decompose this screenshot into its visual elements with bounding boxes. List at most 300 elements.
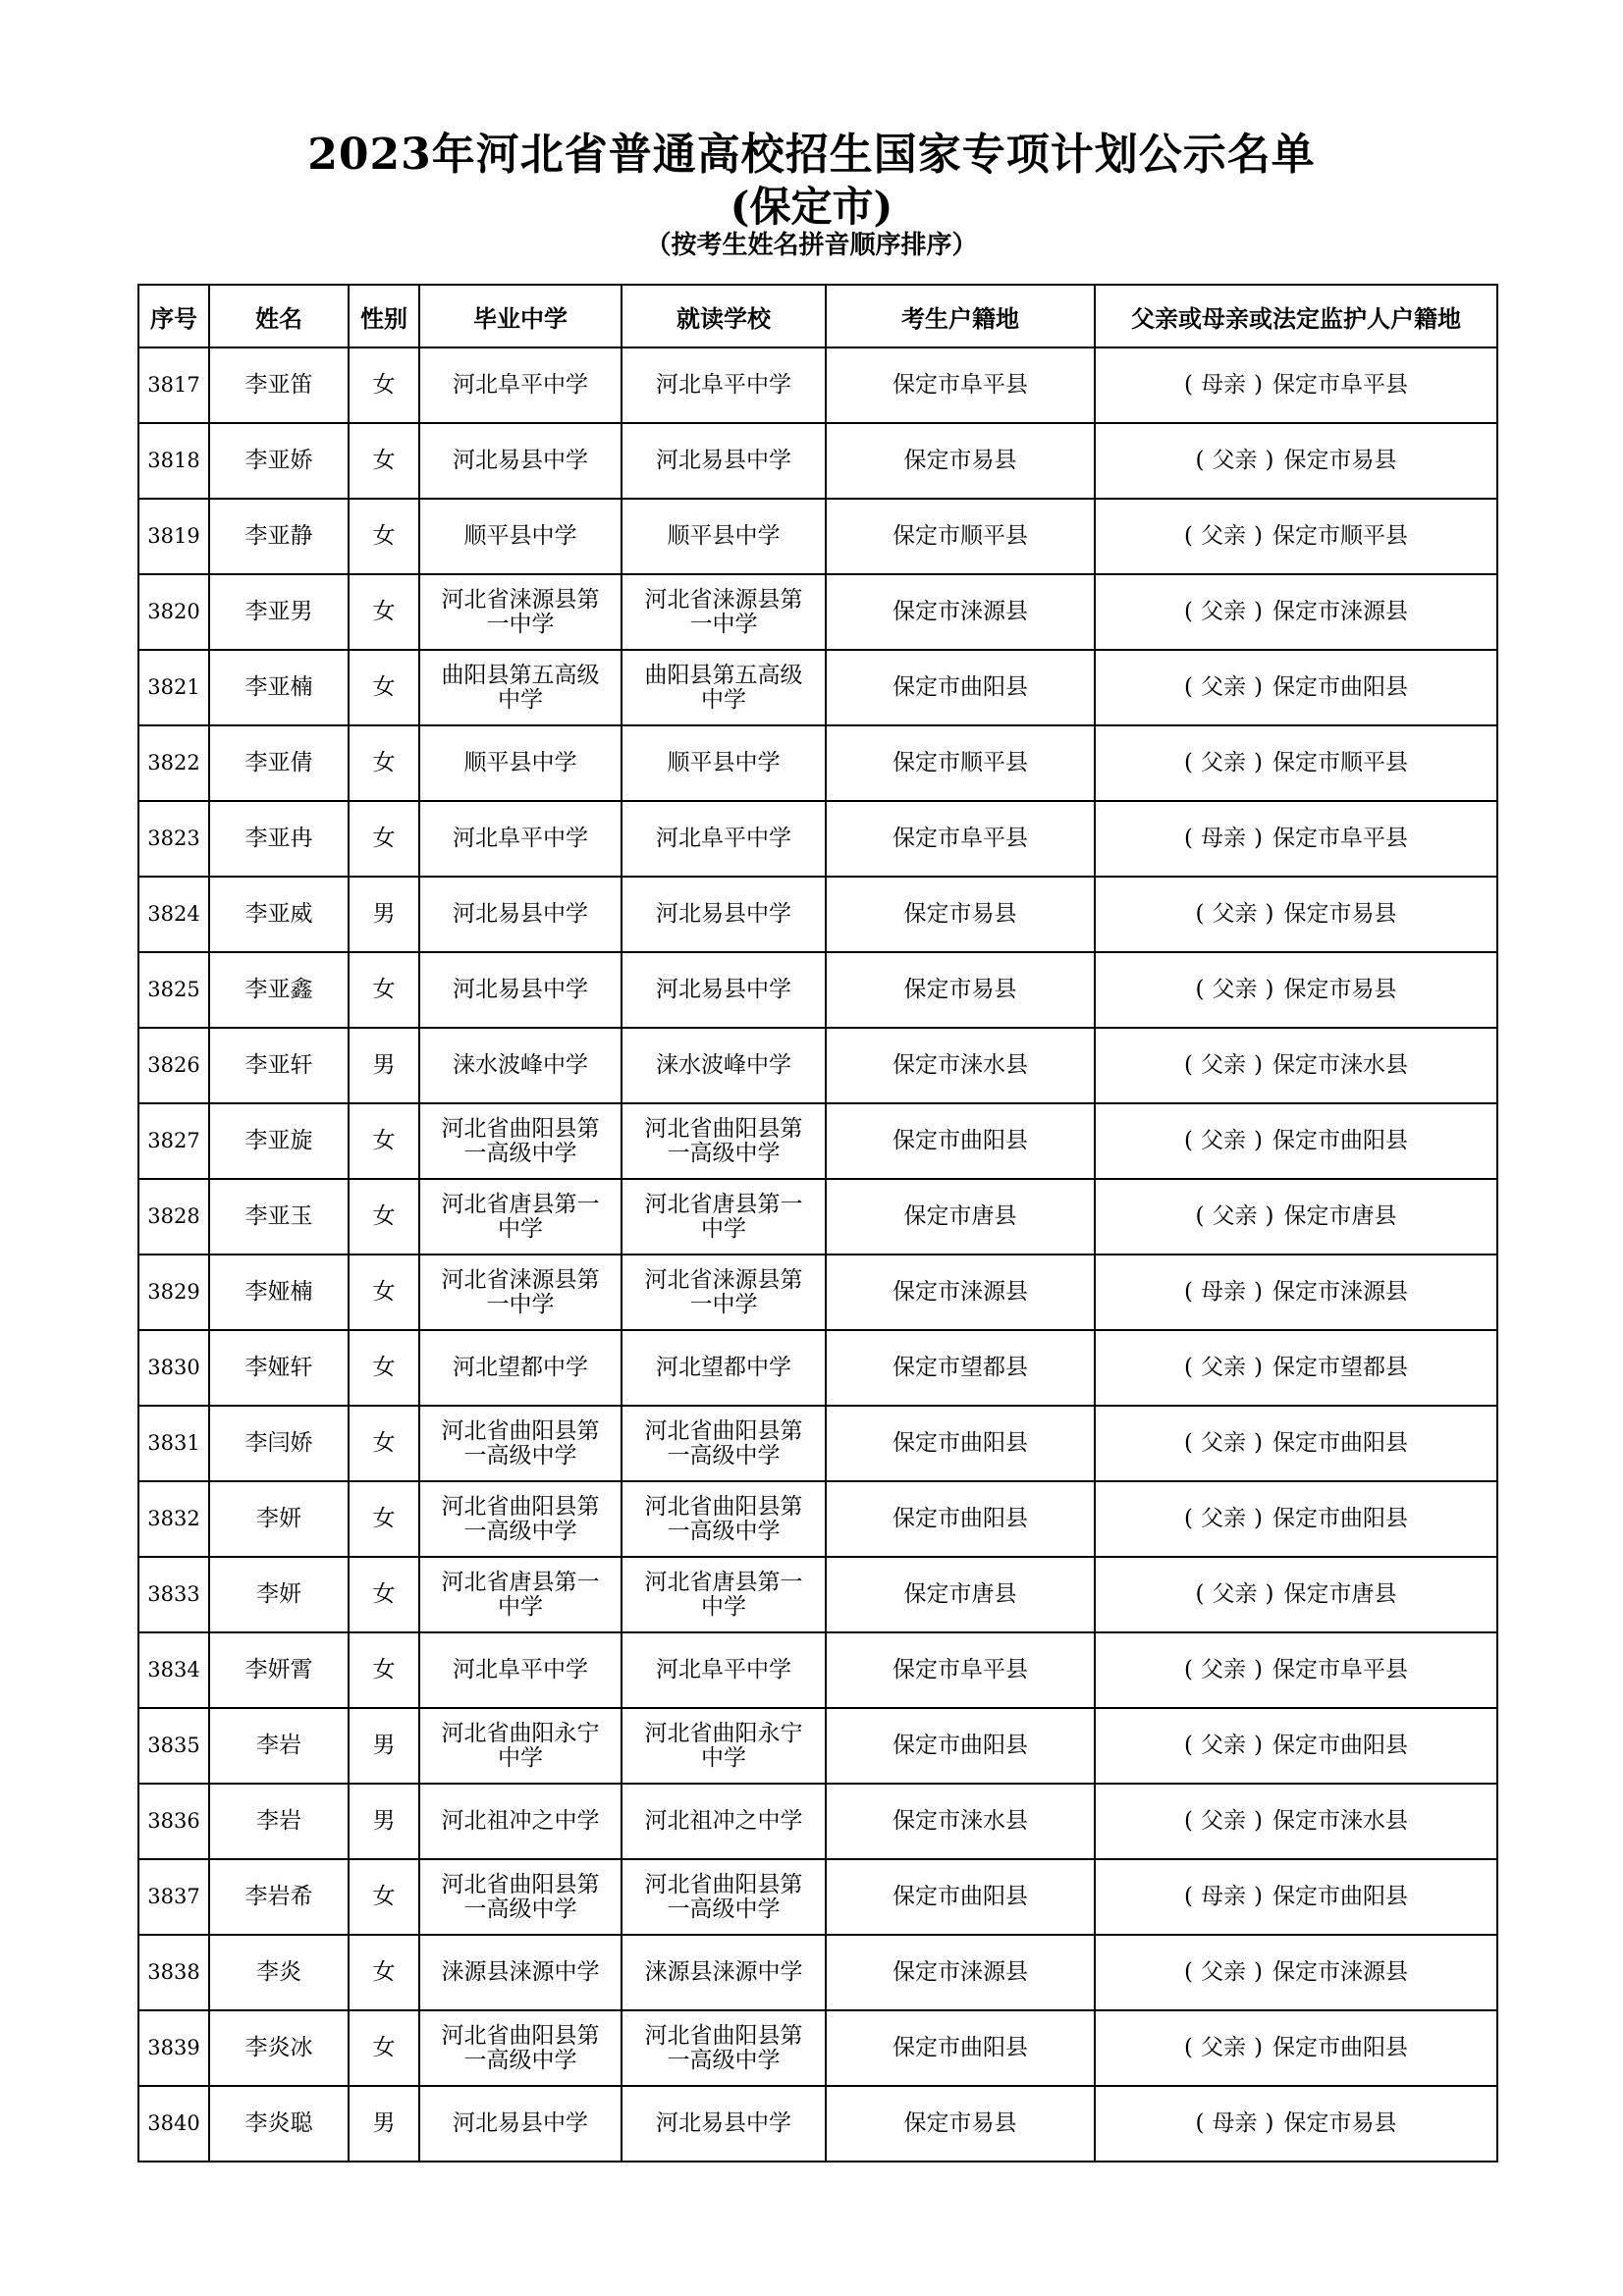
column-header-name: 姓名 xyxy=(209,285,349,347)
graduation-school: 河北易县中学 xyxy=(453,2110,588,2136)
guardian-relation: 父亲 xyxy=(1201,1430,1246,1456)
student-name: 李娅轩 xyxy=(209,1330,349,1406)
student-gender: 女 xyxy=(349,650,419,725)
row-number: 3821 xyxy=(138,650,209,725)
student-name: 李亚楠 xyxy=(209,650,349,725)
graduation-school-cell xyxy=(419,1103,622,1179)
household-registration: 保定市唐县 xyxy=(826,1557,1095,1632)
table-row xyxy=(138,1557,1497,1632)
guardian-relation-wrap: ( 父亲 ) xyxy=(1184,1355,1263,1380)
row-number: 3819 xyxy=(138,499,209,574)
graduation-school: 河北易县中学 xyxy=(453,448,588,473)
student-name: 李亚男 xyxy=(209,574,349,650)
student-gender: 女 xyxy=(349,1935,419,2010)
household-registration: 保定市涞源县 xyxy=(826,574,1095,650)
row-number: 3823 xyxy=(138,801,209,877)
table-row xyxy=(138,1179,1497,1255)
study-school-cell xyxy=(622,1859,826,1935)
guardian-place: 保定市易县 xyxy=(1283,448,1397,473)
graduation-school-cell xyxy=(419,725,622,801)
graduation-school: 河北省涞源县第一中学 xyxy=(441,586,600,637)
study-school-cell xyxy=(622,1481,826,1557)
table-row xyxy=(138,1255,1497,1330)
household-registration: 保定市曲阳县 xyxy=(826,1481,1095,1557)
graduation-school: 河北阜平中学 xyxy=(453,372,588,398)
guardian-registration xyxy=(1095,877,1497,952)
study-school: 河北省曲阳县第一高级中学 xyxy=(644,2022,803,2073)
row-number: 3830 xyxy=(138,1330,209,1406)
row-number: 3829 xyxy=(138,1255,209,1330)
column-header-household: 考生户籍地 xyxy=(826,285,1095,347)
guardian-place: 保定市曲阳县 xyxy=(1271,674,1408,700)
guardian-registration xyxy=(1095,1406,1497,1481)
guardian-registration xyxy=(1095,2086,1497,2162)
graduation-school-cell xyxy=(419,1859,622,1935)
graduation-school-cell xyxy=(419,952,622,1028)
table-row xyxy=(138,499,1497,574)
table-row xyxy=(138,877,1497,952)
study-school-cell xyxy=(622,1179,826,1255)
student-name: 李亚威 xyxy=(209,877,349,952)
study-school: 河北省曲阳县第一高级中学 xyxy=(644,1417,803,1468)
graduation-school-cell xyxy=(419,499,622,574)
guardian-registration xyxy=(1095,423,1497,499)
row-number: 3839 xyxy=(138,2010,209,2086)
study-school: 河北省曲阳永宁中学 xyxy=(644,1720,803,1771)
guardian-relation-wrap: ( 父亲 ) xyxy=(1195,448,1274,473)
study-school-cell xyxy=(622,1784,826,1859)
guardian-relation-wrap: ( 母亲 ) xyxy=(1195,2110,1274,2136)
guardian-relation-wrap: ( 父亲 ) xyxy=(1195,977,1274,1002)
study-school: 河北望都中学 xyxy=(656,1355,791,1380)
graduation-school-cell xyxy=(419,1557,622,1632)
study-school: 河北易县中学 xyxy=(656,448,791,473)
table-row xyxy=(138,1103,1497,1179)
graduation-school-cell xyxy=(419,1935,622,2010)
guardian-relation: 母亲 xyxy=(1201,1279,1246,1305)
study-school: 河北省涞源县第一中学 xyxy=(644,1266,803,1317)
row-number: 3824 xyxy=(138,877,209,952)
column-header-no: 序号 xyxy=(138,285,209,347)
student-gender: 女 xyxy=(349,725,419,801)
student-name: 李妍霄 xyxy=(209,1632,349,1708)
table-header-row xyxy=(138,285,1497,347)
table-row xyxy=(138,1632,1497,1708)
guardian-place: 保定市涞水县 xyxy=(1271,1808,1408,1834)
household-registration: 保定市曲阳县 xyxy=(826,650,1095,725)
student-gender: 女 xyxy=(349,2010,419,2086)
study-school: 河北阜平中学 xyxy=(656,372,791,398)
guardian-relation-wrap: ( 父亲 ) xyxy=(1184,1808,1263,1834)
guardian-registration xyxy=(1095,1859,1497,1935)
graduation-school-cell xyxy=(419,1255,622,1330)
guardian-relation-wrap: ( 父亲 ) xyxy=(1184,599,1263,624)
graduation-school-cell xyxy=(419,1028,622,1103)
row-number: 3818 xyxy=(138,423,209,499)
guardian-place: 保定市曲阳县 xyxy=(1271,1430,1408,1456)
study-school-cell xyxy=(622,1255,826,1330)
study-school: 顺平县中学 xyxy=(667,750,781,775)
guardian-relation: 父亲 xyxy=(1201,1657,1246,1682)
student-gender: 女 xyxy=(349,347,419,423)
study-school: 涞源县涞源中学 xyxy=(644,1959,803,1985)
guardian-place: 保定市涞源县 xyxy=(1271,599,1408,624)
study-school-cell xyxy=(622,952,826,1028)
table-row xyxy=(138,1481,1497,1557)
household-registration: 保定市涞源县 xyxy=(826,1255,1095,1330)
student-gender: 女 xyxy=(349,1255,419,1330)
table-row xyxy=(138,1935,1497,2010)
table-body xyxy=(138,347,1497,2162)
row-number: 3817 xyxy=(138,347,209,423)
household-registration: 保定市曲阳县 xyxy=(826,1708,1095,1784)
table-row xyxy=(138,347,1497,423)
guardian-place: 保定市顺平县 xyxy=(1271,750,1408,775)
row-number: 3820 xyxy=(138,574,209,650)
graduation-school: 河北易县中学 xyxy=(453,977,588,1002)
study-school-cell xyxy=(622,1632,826,1708)
row-number: 3832 xyxy=(138,1481,209,1557)
graduation-school: 河北省唐县第一中学 xyxy=(441,1191,600,1242)
guardian-relation-wrap: ( 父亲 ) xyxy=(1195,901,1274,927)
student-gender: 女 xyxy=(349,423,419,499)
graduation-school-cell xyxy=(419,347,622,423)
study-school: 河北省曲阳县第一高级中学 xyxy=(644,1493,803,1544)
guardian-relation-wrap: ( 父亲 ) xyxy=(1184,2035,1263,2060)
guardian-relation: 母亲 xyxy=(1212,2110,1258,2136)
student-name: 李亚玉 xyxy=(209,1179,349,1255)
table-row xyxy=(138,725,1497,801)
guardian-place: 保定市阜平县 xyxy=(1271,826,1408,851)
household-registration: 保定市阜平县 xyxy=(826,801,1095,877)
graduation-school-cell xyxy=(419,1708,622,1784)
guardian-relation: 父亲 xyxy=(1201,1808,1246,1834)
household-registration: 保定市易县 xyxy=(826,952,1095,1028)
guardian-relation-wrap: ( 父亲 ) xyxy=(1184,1128,1263,1153)
graduation-school-cell xyxy=(419,1330,622,1406)
graduation-school: 涞水波峰中学 xyxy=(453,1052,588,1078)
row-number: 3835 xyxy=(138,1708,209,1784)
household-registration: 保定市曲阳县 xyxy=(826,1859,1095,1935)
study-school-cell xyxy=(622,1330,826,1406)
household-registration: 保定市涞源县 xyxy=(826,1935,1095,2010)
guardian-registration xyxy=(1095,650,1497,725)
guardian-relation: 父亲 xyxy=(1201,1506,1246,1531)
study-school-cell xyxy=(622,1028,826,1103)
study-school-cell xyxy=(622,1557,826,1632)
study-school: 河北省涞源县第一中学 xyxy=(644,586,803,637)
guardian-relation-wrap: ( 父亲 ) xyxy=(1195,1581,1274,1607)
guardian-registration xyxy=(1095,347,1497,423)
study-school-cell xyxy=(622,2010,826,2086)
guardian-registration xyxy=(1095,1103,1497,1179)
guardian-place: 保定市曲阳县 xyxy=(1271,1733,1408,1758)
student-name: 李亚倩 xyxy=(209,725,349,801)
graduation-school: 河北省涞源县第一中学 xyxy=(441,1266,600,1317)
guardian-place: 保定市阜平县 xyxy=(1271,1657,1408,1682)
guardian-registration xyxy=(1095,801,1497,877)
study-school-cell xyxy=(622,423,826,499)
sort-note: （按考生姓名拼音顺序排序） xyxy=(645,231,978,260)
guardian-relation: 父亲 xyxy=(1201,2035,1246,2060)
student-gender: 女 xyxy=(349,1859,419,1935)
guardian-relation-wrap: ( 父亲 ) xyxy=(1184,674,1263,700)
guardian-place: 保定市顺平县 xyxy=(1271,523,1408,549)
guardian-relation: 父亲 xyxy=(1212,1581,1258,1607)
student-gender: 女 xyxy=(349,1330,419,1406)
student-gender: 女 xyxy=(349,1103,419,1179)
row-number: 3838 xyxy=(138,1935,209,2010)
student-name: 李娅楠 xyxy=(209,1255,349,1330)
guardian-relation: 父亲 xyxy=(1201,750,1246,775)
student-gender: 女 xyxy=(349,1406,419,1481)
column-header-gender: 性别 xyxy=(349,285,419,347)
study-school: 河北阜平中学 xyxy=(656,1657,791,1682)
guardian-relation: 母亲 xyxy=(1201,1884,1246,1909)
guardian-relation-wrap: ( 父亲 ) xyxy=(1184,1959,1263,1985)
guardian-registration xyxy=(1095,1935,1497,2010)
guardian-registration xyxy=(1095,1028,1497,1103)
guardian-relation: 父亲 xyxy=(1201,1052,1246,1078)
household-registration: 保定市顺平县 xyxy=(826,499,1095,574)
guardian-place: 保定市易县 xyxy=(1283,977,1397,1002)
graduation-school-cell xyxy=(419,423,622,499)
guardian-registration xyxy=(1095,1632,1497,1708)
guardian-relation-wrap: ( 父亲 ) xyxy=(1195,1203,1274,1229)
guardian-relation: 父亲 xyxy=(1201,1128,1246,1153)
graduation-school: 河北阜平中学 xyxy=(453,826,588,851)
table-row xyxy=(138,1330,1497,1406)
guardian-relation-wrap: ( 父亲 ) xyxy=(1184,1506,1263,1531)
household-registration: 保定市阜平县 xyxy=(826,1632,1095,1708)
graduation-school: 河北望都中学 xyxy=(453,1355,588,1380)
guardian-registration xyxy=(1095,1255,1497,1330)
student-gender: 女 xyxy=(349,952,419,1028)
graduation-school: 河北易县中学 xyxy=(453,901,588,927)
column-header-study-school: 就读学校 xyxy=(622,285,826,347)
household-registration: 保定市阜平县 xyxy=(826,347,1095,423)
guardian-relation: 父亲 xyxy=(1201,1733,1246,1758)
graduation-school-cell xyxy=(419,2010,622,2086)
study-school: 曲阳县第五高级中学 xyxy=(644,662,803,713)
row-number: 3822 xyxy=(138,725,209,801)
study-school: 河北省曲阳县第一高级中学 xyxy=(644,1871,803,1922)
student-name: 李炎 xyxy=(209,1935,349,2010)
guardian-registration xyxy=(1095,952,1497,1028)
student-name: 李炎冰 xyxy=(209,2010,349,2086)
student-name: 李亚娇 xyxy=(209,423,349,499)
study-school: 河北省唐县第一中学 xyxy=(644,1191,803,1242)
row-number: 3836 xyxy=(138,1784,209,1859)
student-gender: 男 xyxy=(349,1028,419,1103)
student-name: 李亚旋 xyxy=(209,1103,349,1179)
graduation-school-cell xyxy=(419,650,622,725)
study-school-cell xyxy=(622,650,826,725)
student-gender: 女 xyxy=(349,1632,419,1708)
table-row xyxy=(138,1708,1497,1784)
graduation-school: 河北阜平中学 xyxy=(453,1657,588,1682)
student-gender: 女 xyxy=(349,499,419,574)
study-school: 涞水波峰中学 xyxy=(656,1052,791,1078)
household-registration: 保定市涞水县 xyxy=(826,1784,1095,1859)
table-row xyxy=(138,2086,1497,2162)
household-registration: 保定市易县 xyxy=(826,423,1095,499)
guardian-place: 保定市唐县 xyxy=(1283,1581,1397,1607)
graduation-school: 曲阳县第五高级中学 xyxy=(441,662,600,713)
graduation-school-cell xyxy=(419,1784,622,1859)
household-registration: 保定市涞水县 xyxy=(826,1028,1095,1103)
guardian-registration xyxy=(1095,1481,1497,1557)
page-title: 2023年河北省普通高校招生国家专项计划公示名单 xyxy=(307,130,1316,180)
student-gender: 女 xyxy=(349,1179,419,1255)
student-gender: 男 xyxy=(349,877,419,952)
study-school: 河北易县中学 xyxy=(656,2110,791,2136)
graduation-school: 河北省曲阳县第一高级中学 xyxy=(441,2022,600,2073)
guardian-registration xyxy=(1095,1179,1497,1255)
graduation-school-cell xyxy=(419,1406,622,1481)
graduation-school: 河北省曲阳县第一高级中学 xyxy=(441,1417,600,1468)
guardian-registration xyxy=(1095,574,1497,650)
guardian-relation: 父亲 xyxy=(1201,1355,1246,1380)
guardian-place: 保定市望都县 xyxy=(1271,1355,1408,1380)
guardian-relation: 父亲 xyxy=(1201,599,1246,624)
guardian-relation-wrap: ( 母亲 ) xyxy=(1184,372,1263,398)
column-header-grad-school: 毕业中学 xyxy=(419,285,622,347)
graduation-school-cell xyxy=(419,2086,622,2162)
guardian-relation: 父亲 xyxy=(1212,901,1258,927)
row-number: 3834 xyxy=(138,1632,209,1708)
study-school: 河北祖冲之中学 xyxy=(644,1808,803,1834)
guardian-place: 保定市涞水县 xyxy=(1271,1052,1408,1078)
student-name: 李岩 xyxy=(209,1708,349,1784)
graduation-school: 河北省曲阳县第一高级中学 xyxy=(441,1115,600,1166)
guardian-relation-wrap: ( 父亲 ) xyxy=(1184,1430,1263,1456)
roster-table xyxy=(137,284,1498,2163)
graduation-school: 顺平县中学 xyxy=(463,750,577,775)
guardian-relation: 父亲 xyxy=(1212,1203,1258,1229)
student-gender: 男 xyxy=(349,2086,419,2162)
study-school-cell xyxy=(622,801,826,877)
graduation-school: 河北省曲阳永宁中学 xyxy=(441,1720,600,1771)
graduation-school-cell xyxy=(419,1179,622,1255)
row-number: 3826 xyxy=(138,1028,209,1103)
row-number: 3828 xyxy=(138,1179,209,1255)
study-school-cell xyxy=(622,1708,826,1784)
table-row xyxy=(138,801,1497,877)
guardian-registration xyxy=(1095,1784,1497,1859)
graduation-school: 涞源县涞源中学 xyxy=(441,1959,600,1985)
student-name: 李亚鑫 xyxy=(209,952,349,1028)
row-number: 3833 xyxy=(138,1557,209,1632)
student-gender: 男 xyxy=(349,1708,419,1784)
table-row xyxy=(138,650,1497,725)
row-number: 3831 xyxy=(138,1406,209,1481)
student-gender: 女 xyxy=(349,1557,419,1632)
graduation-school-cell xyxy=(419,877,622,952)
student-name: 李岩 xyxy=(209,1784,349,1859)
table-row xyxy=(138,2010,1497,2086)
student-name: 李妍 xyxy=(209,1557,349,1632)
guardian-relation-wrap: ( 父亲 ) xyxy=(1184,750,1263,775)
student-name: 李亚轩 xyxy=(209,1028,349,1103)
column-header-guardian-place: 父亲或母亲或法定监护人户籍地 xyxy=(1095,285,1497,347)
guardian-place: 保定市易县 xyxy=(1283,901,1397,927)
table-row xyxy=(138,1859,1497,1935)
household-registration: 保定市易县 xyxy=(826,877,1095,952)
student-name: 李闫娇 xyxy=(209,1406,349,1481)
guardian-place: 保定市涞源县 xyxy=(1271,1959,1408,1985)
guardian-relation: 母亲 xyxy=(1201,826,1246,851)
study-school-cell xyxy=(622,2086,826,2162)
student-gender: 男 xyxy=(349,1784,419,1859)
study-school: 河北省曲阳县第一高级中学 xyxy=(644,1115,803,1166)
student-gender: 女 xyxy=(349,574,419,650)
table-row xyxy=(138,1028,1497,1103)
guardian-place: 保定市唐县 xyxy=(1283,1203,1397,1229)
study-school-cell xyxy=(622,347,826,423)
student-name: 李亚冉 xyxy=(209,801,349,877)
guardian-relation: 父亲 xyxy=(1201,1959,1246,1985)
guardian-registration xyxy=(1095,1330,1497,1406)
guardian-relation: 父亲 xyxy=(1201,674,1246,700)
row-number: 3840 xyxy=(138,2086,209,2162)
guardian-place: 保定市曲阳县 xyxy=(1271,1506,1408,1531)
guardian-relation-wrap: ( 父亲 ) xyxy=(1184,1733,1263,1758)
row-number: 3827 xyxy=(138,1103,209,1179)
page-subtitle: (保定市) xyxy=(730,183,893,231)
table-row xyxy=(138,952,1497,1028)
student-name: 李亚静 xyxy=(209,499,349,574)
guardian-place: 保定市涞源县 xyxy=(1271,1279,1408,1305)
student-name: 李妍 xyxy=(209,1481,349,1557)
guardian-relation-wrap: ( 父亲 ) xyxy=(1184,1052,1263,1078)
guardian-relation-wrap: ( 母亲 ) xyxy=(1184,1279,1263,1305)
student-name: 李炎聪 xyxy=(209,2086,349,2162)
study-school: 河北省唐县第一中学 xyxy=(644,1569,803,1620)
study-school-cell xyxy=(622,574,826,650)
guardian-registration xyxy=(1095,2010,1497,2086)
guardian-relation: 母亲 xyxy=(1201,372,1246,398)
guardian-relation: 父亲 xyxy=(1212,977,1258,1002)
guardian-place: 保定市阜平县 xyxy=(1271,372,1408,398)
household-registration: 保定市唐县 xyxy=(826,1179,1095,1255)
study-school-cell xyxy=(622,1406,826,1481)
student-gender: 女 xyxy=(349,1481,419,1557)
student-name: 李岩希 xyxy=(209,1859,349,1935)
row-number: 3837 xyxy=(138,1859,209,1935)
guardian-registration xyxy=(1095,499,1497,574)
study-school-cell xyxy=(622,725,826,801)
study-school-cell xyxy=(622,499,826,574)
study-school: 河北易县中学 xyxy=(656,977,791,1002)
guardian-relation-wrap: ( 父亲 ) xyxy=(1184,1657,1263,1682)
household-registration: 保定市望都县 xyxy=(826,1330,1095,1406)
guardian-relation-wrap: ( 父亲 ) xyxy=(1184,523,1263,549)
graduation-school-cell xyxy=(419,1481,622,1557)
table-row xyxy=(138,1406,1497,1481)
student-gender: 女 xyxy=(349,801,419,877)
guardian-relation-wrap: ( 母亲 ) xyxy=(1184,826,1263,851)
guardian-relation: 父亲 xyxy=(1201,523,1246,549)
study-school-cell xyxy=(622,1103,826,1179)
graduation-school-cell xyxy=(419,574,622,650)
guardian-registration xyxy=(1095,725,1497,801)
table-row xyxy=(138,423,1497,499)
study-school: 河北阜平中学 xyxy=(656,826,791,851)
guardian-place: 保定市曲阳县 xyxy=(1271,1884,1408,1909)
graduation-school: 河北省唐县第一中学 xyxy=(441,1569,600,1620)
household-registration: 保定市曲阳县 xyxy=(826,1103,1095,1179)
